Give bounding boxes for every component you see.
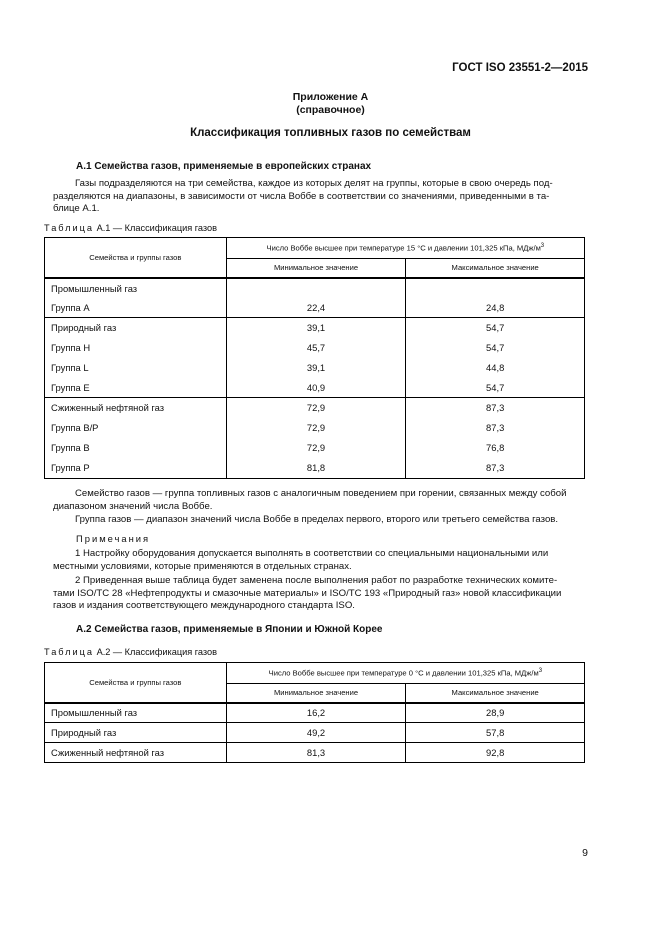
page-number: 9 <box>582 847 588 859</box>
table2-col-min: Минимальное значение <box>226 684 406 703</box>
note-1: 1 Настройку оборудования допускается выполнять в соответствии со специальными национальными или местными условиями, которые применяются в отдельных странах. <box>53 548 549 572</box>
definition-group: Группа газов — диапазон значений числа Воббе в пределах первого, второго или третьего семейства газов. <box>75 514 559 525</box>
section-a2-title: А.2 Семейства газов, применяемые в Японии и Южной Корее <box>76 624 383 635</box>
table-row: Группа В/Р 72,9 87,3 <box>45 418 585 438</box>
table-row: Группа L 39,1 44,8 <box>45 358 585 378</box>
section-a1-intro <box>53 178 585 216</box>
main-title: Классификация топливных газов по семействам <box>190 127 471 139</box>
table-row: Группа А 22,4 24,8 <box>45 298 585 318</box>
table-row: Группа Р 81,8 87,3 <box>45 458 585 479</box>
intro-line-1: Газы подразделяются на три семейства, каждое из которых делят на группы, которые в свою очередь под- <box>75 178 553 189</box>
table1-header-row <box>45 238 585 259</box>
table-row: Группа В 72,9 76,8 <box>45 438 585 458</box>
table-row: Природный газ 39,1 54,7 <box>45 318 585 338</box>
table2-col-wobbe: Число Воббе высшее при температуре 0 °С и давлении 101,325 кПа, МДж/$м^3$ <box>226 663 584 684</box>
annex-title: Приложение А <box>292 91 369 103</box>
intro-line-3: блице А.1. <box>53 203 100 215</box>
annex-subtitle: (справочное) <box>296 104 365 116</box>
section-a1-title: А.1 Семейства газов, применяемые в европейских странах <box>76 161 372 172</box>
table2-col-max: Максимальное значение <box>406 684 585 703</box>
table2-col-group: Семейства и группы газов <box>45 663 227 703</box>
definition-family <box>53 488 585 513</box>
table1-col-max: Максимальное значение <box>406 259 585 278</box>
document-code: ГОСТ ISO 23551-2—2015 <box>452 62 588 74</box>
table-row: Промышленный газ 16,2 28,9 <box>45 703 585 723</box>
intro-line-2: разделяются на диапазоны, в зависимости от числа Воббе в соответствии со значениями, приведенными в та- <box>53 190 550 202</box>
table-row: Сжиженный нефтяной газ 81,3 92,8 <box>45 743 585 763</box>
table-row: Сжиженный нефтяной газ 72,9 87,3 <box>45 398 585 418</box>
table2-header-row <box>45 663 585 684</box>
table-row: Природный газ 49,2 57,8 <box>45 723 585 743</box>
table-row: Группа Н 45,7 54,7 <box>45 338 585 358</box>
table2 <box>44 662 585 763</box>
table-row: Промышленный газ <box>45 278 585 298</box>
table-row: Группа Е 40,9 54,7 <box>45 378 585 398</box>
table1-col-wobbe: Число Воббе высшее при температуре 15 °С и давлении 101,325 кПа, МДж/$м^3$ <box>226 238 584 259</box>
table1 <box>44 237 585 479</box>
definition-line-1: Семейство газов — группа топливных газов с аналогичным поведением при горении, связанных между собой <box>75 488 567 499</box>
table1-caption: Таблица А.1 — Классификация газов <box>44 223 218 233</box>
table1-col-min: Минимальное значение <box>226 259 406 278</box>
table2-caption: Таблица А.2 — Классификация газов <box>44 647 218 657</box>
definition-line-2: диапазоном значений числа Воббе. <box>53 500 213 512</box>
notes-heading: Примечания <box>76 533 151 544</box>
table1-col-group: Семейства и группы газов <box>45 238 227 278</box>
note-2: 2 Приведенная выше таблица будет заменена после выполнения работ по разработке технических комите- тами ISO/TC 28 «Нефтепродукты и смазочные материалы» и ISO/TC 193 «Природный газ» новой классификации газов и издания соответствующего международного стандарта ISO. <box>53 575 562 612</box>
